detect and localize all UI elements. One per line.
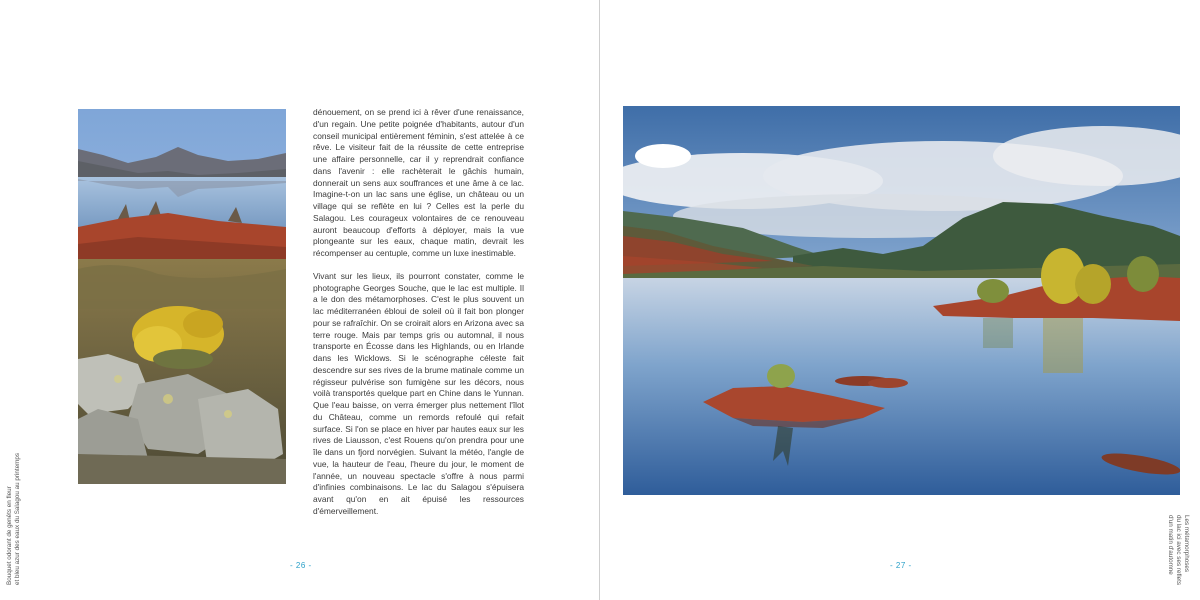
- lake-autumn-photo: [623, 106, 1180, 495]
- photo-caption-left: [6, 453, 22, 585]
- left-page: [0, 0, 599, 600]
- paragraph: Vivant sur les lieux, ils pourront constater, comme le photographe Georges Souche, que le lac est multiple. Il a le don des métamorphoses. C'est le plus souvent un lac méditerranéen ébloui de soleil où il fait bon plonger pour se rafraîchir. On se croirait alors en Arizona avec sa terre rouge. Mais par temps gris ou automnal, il nous transporte en Écosse dans les Highlands, ou en Irlande dans les Wicklows. Si le scénographe céleste fait descendre sur ses rives de la brume matinale comme un régisseur pulvérise son fumigène sur les décors, nous voilà transportés quelque part en Chine dans le Yunnan. Que l'eau baisse, on verra émerger plus nettement l'îlot du Château, comme un remords refoulé qui refait surface. Si l'on se place en hiver par hautes eaux sur les rives de Liausson, c'est Rouens qu'on prendra pour une île dans un fjord norvégien. Suivant la météo, l'angle de vue, la hauteur de l'eau, l'heure du jour, le moment de l'année, un nouveau spectacle s'offre à nous parmi d'infinies combinaisons. Le lac du Salagou s'épuisera avant qu'on en ait épuisé les ressources d'émerveillement.: [313, 270, 524, 516]
- caption-line: d'un matin d'automne: [1167, 515, 1174, 575]
- page-number-left: - 26 -: [290, 561, 312, 570]
- lake-gorse-photo: [78, 109, 286, 484]
- page-number-right: - 27 -: [890, 561, 912, 570]
- body-text: [313, 107, 524, 529]
- caption-line: du lac ici avec ses reflets: [1175, 515, 1182, 585]
- paragraph: dénouement, on se prend ici à rêver d'une renaissance, d'un regain. Une petite poignée d'habitants, autour d'un conseil municipal entièrement féminin, s'est attelée à ce rêve. Le visiteur fait de la réussite de cette entreprise une affaire personnelle, car il y reprendrait confiance dans l'avenir : elle rachèterait le gâchis humain, donnerait un sens aux souffrances et une âme à ce lac. Imagine-t-on un lac sans une église, un château ou un village qui se reflète en lui ? Celles est la perle du Salagou. Les courageux volontaires de ce renouveau auront beaucoup d'efforts à déployer, mais la vue plongeante sur les eaux, chaque matin, devrait les récompenser au centuple, comme un luxe inestimable.: [313, 107, 524, 258]
- photo-caption-right: [1166, 515, 1190, 585]
- caption-line: et bleu azur des eaux du Salagou au printemps: [14, 453, 21, 585]
- caption-line: Les métamorphoses: [1183, 515, 1190, 573]
- caption-line: Bouquet odorant de genêts en fleur: [6, 486, 13, 585]
- right-page: [600, 0, 1200, 600]
